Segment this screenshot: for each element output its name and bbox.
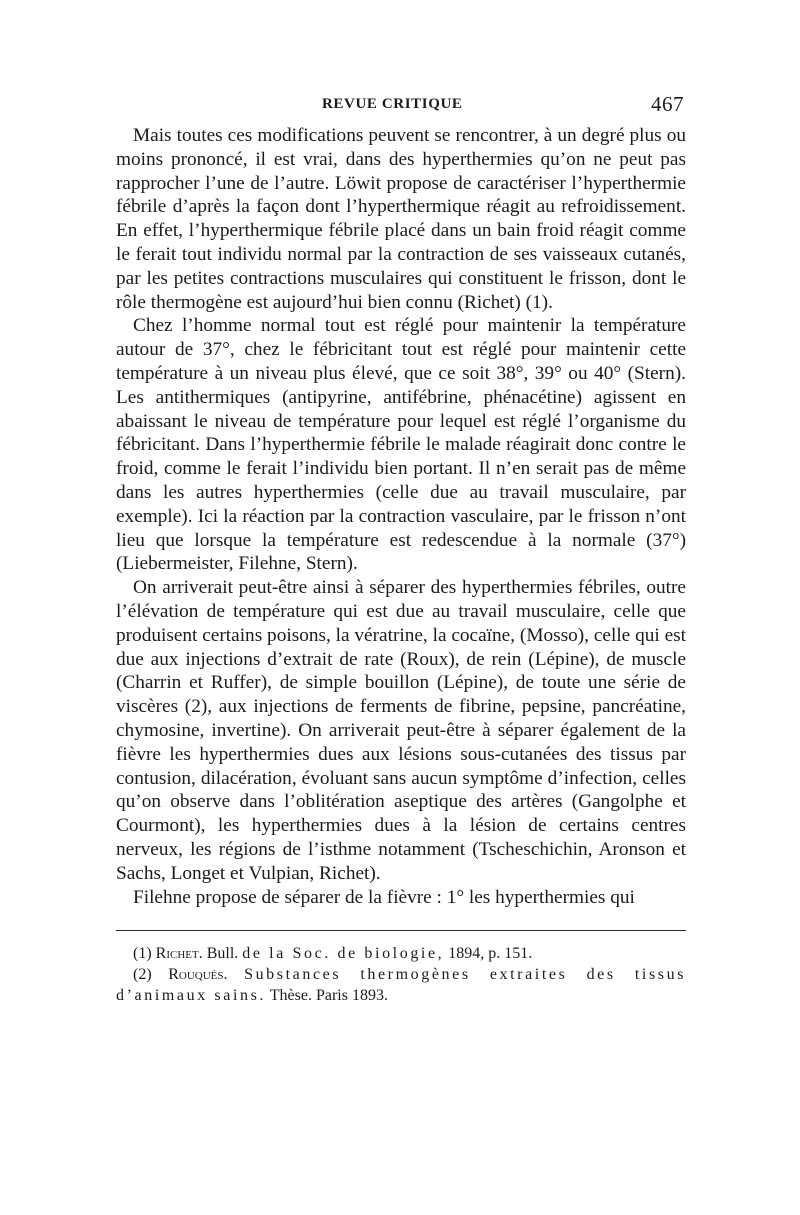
running-head-title: REVUE CRITIQUE bbox=[322, 96, 463, 112]
footnote-reference: 1894, p. 151. bbox=[448, 945, 533, 963]
footnote-reference: Thèse. Paris 1893. bbox=[269, 987, 388, 1005]
footnote-source-spaced: Substances thermogènes extraites des tissus d’animaux sains. bbox=[116, 966, 687, 1005]
footnotes bbox=[116, 943, 686, 1006]
body-text bbox=[116, 124, 686, 909]
footnote-divider bbox=[116, 930, 686, 931]
footnote-source-spaced: de la Soc. de biologie, bbox=[242, 945, 445, 963]
footnote-author: Richet. bbox=[155, 945, 203, 963]
footnote-marker: (1) bbox=[133, 945, 152, 963]
footnote bbox=[116, 943, 686, 964]
footnote-marker: (2) bbox=[133, 966, 152, 984]
footnote-source: Bull. bbox=[206, 945, 239, 963]
paragraph: Mais toutes ces modifications peuvent se rencontrer, à un degré plus ou moins prononcé, il est vrai, dans des hyperthermies qu’on ne peut pas rapprocher l’une de l’autre. Löwit propose de caractériser l’hyperthermie fébrile d’après la façon dont l’hyperthermique réagit au refroidissement. En effet, l’hyperthermique fébrile placé dans un bain froid réagit comme le ferait tout individu normal par la contraction de ses vaisseaux cutanés, par les petites contractions musculaires qui constituent le frisson, dont le rôle thermogène est aujourd’hui bien connu (Richet) (1). bbox=[116, 125, 686, 313]
paragraph: Chez l’homme normal tout est réglé pour maintenir la température autour de 37°, chez le fébricitant tout est réglé pour maintenir cette température à un niveau plus élevé, que ce soit 38°, 39° ou 40° (Stern). Les antithermiques (antipyrine, antifébrine, phénacétine) agissent en abaissant le niveau de température pour lequel est réglé l’organisme du fébricitant. Dans l’hyperthermie fébrile le malade réagirait donc contre le froid, comme le ferait l’individu bien portant. Il n’en serait pas de même dans les autres hyperthermies (celle due au travail musculaire, par exemple). Ici la réaction par la contraction vasculaire, par le frisson n’ont lieu que lorsque la température est redescendue à la normale (37°) (Liebermeister, Filehne, Stern). bbox=[116, 315, 686, 575]
paragraph: Filehne propose de séparer de la fièvre : 1° les hyperthermies qui bbox=[133, 886, 635, 908]
footnote bbox=[116, 964, 686, 1006]
footnote-author: Rouqués. bbox=[168, 966, 228, 984]
paragraph: On arriverait peut-être ainsi à séparer des hyperthermies fébriles, outre l’élévation de température qui est due au travail musculaire, celle que produisent certains poisons, la vératrine, la cocaïne, (Mosso), celle qui est due aux injections d’extrait de rate (Roux), de rein (Lépine), de muscle (Charrin et Ruffer), de simple bouillon (Lépine), de toute une série de viscères (2), aux injections de ferments de fibrine, pepsine, pancréatine, chymosine, invertine). On arriverait peut-être à séparer également de la fièvre les hyperthermies dues aux lésions sous-cutanées des tissus par contusion, dilacération, évoluant sans aucun symptôme d’infection, celles qu’on observe dans l’oblitération aseptique des artères (Gangolphe et Courmont), les hyperthermies dues à la lésion de certains centres nerveux, les régions de l’isthme notamment (Tscheschichin, Aronson et Sachs, Longet et Vulpian, Richet). bbox=[116, 577, 686, 884]
running-head bbox=[116, 92, 686, 122]
page-number: 467 bbox=[651, 92, 684, 116]
document-page bbox=[116, 92, 686, 1006]
